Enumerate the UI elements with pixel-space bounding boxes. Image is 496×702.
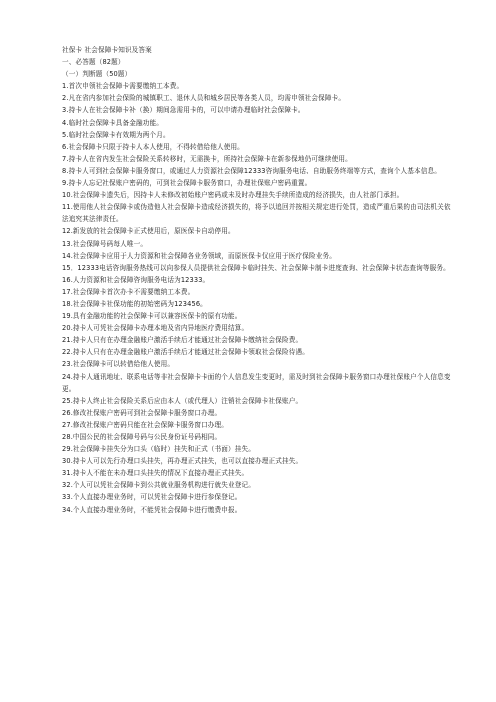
question-item: 22.持卡人只有在办理金融账户激活手续后才能通过社会保障卡领取社会保险待遇。 — [62, 348, 309, 357]
question-item: 8.持卡人可到社会保障卡服务窗口，或通过人力资源社会保障12333咨询服务电话、自助服务终端等方式，查询个人基本信息。 — [62, 166, 441, 175]
question-item: 19.具有金融功能的社会保障卡可以兼容医保卡的原有功能。 — [62, 312, 242, 321]
question-item: 2.凡在省内参加社会保险的城镇职工、退休人员和城乡居民等各类人员，均需申领社会保障卡。 — [62, 94, 346, 103]
question-list — [62, 80, 452, 515]
question-item: 13.社会保障号码每人唯一。 — [62, 239, 148, 248]
question-item: 29.社会保障卡挂失分为口头（临时）挂失和正式（书面）挂失。 — [62, 445, 256, 454]
question-item: 10.社会保障卡遗失后，因持卡人未修改初始账户密码或未及时办理挂失手续所造成的经济损失，由人社部门承担。 — [62, 191, 404, 200]
question-item: 12.新发放的社会保障卡正式使用后，原医保卡自动停用。 — [62, 227, 235, 236]
question-item: 34.个人直接办理业务时，不能凭社会保障卡进行缴费申报。 — [62, 505, 242, 514]
question-item: 5.临时社会保障卡有效期为两个月。 — [62, 130, 170, 139]
question-item: 7.持卡人在省内发生社会保险关系转移时，无需换卡，所持社会保障卡在新参保地仍可继续使用。 — [62, 154, 352, 163]
question-item: 3.持卡人在社会保障卡补（换）期间急需用卡的，可以申请办理临时社会保障卡。 — [62, 106, 305, 115]
question-item: 20.持卡人可凭社会保障卡办理本地及省内异地医疗费用结算。 — [62, 324, 249, 333]
question-item: 18.社会保障卡社保功能的初始密码为123456。 — [62, 299, 207, 308]
section-heading: 一、必答题（82题） — [62, 58, 125, 67]
question-item: 30.持卡人可以先行办理口头挂失，再办理正式挂失，也可以直接办理正式挂失。 — [62, 457, 303, 466]
question-item: 23.社会保障卡可以转借给他人使用。 — [62, 360, 175, 369]
question-item: 6.社会保障卡只限于持卡人本人使用，不得转借给他人使用。 — [62, 142, 244, 151]
question-item: 21.持卡人只有在办理金融账户激活手续后才能通过社会保障卡缴纳社会保险费。 — [62, 336, 303, 345]
question-item: 31.持卡人不能在未办理口头挂失的情况下直接办理正式挂失。 — [62, 469, 249, 478]
document-page — [62, 44, 452, 516]
document-title: 社保卡 社会保障卡知识及答案 — [62, 46, 152, 54]
question-item: 1.首次申领社会保障卡需要缴纳工本费。 — [62, 82, 184, 91]
question-item: 28.中国公民的社会保障号码与公民身份证号码相同。 — [62, 433, 222, 441]
question-item: 24.持卡人通讯地址、联系电话等非社会保障卡卡面的个人信息发生变更时，需及时到社会保障卡服务窗口办理社保账户个人信息变更。 — [62, 372, 451, 393]
question-item: 17.社会保障卡首次办卡不需要缴纳工本费。 — [62, 287, 195, 296]
subsection-heading: （一）判断题（50题） — [62, 70, 132, 79]
question-item: 27.修改社保账户密码只能在社会保障卡服务窗口办理。 — [62, 420, 229, 429]
question-item: 9.持卡人忘记社保账户密码的，可到社会保障卡服务窗口，办理社保账户密码重置。 — [62, 179, 312, 188]
question-item: 26.修改社保账户密码可到社会保障卡服务窗口办理。 — [62, 408, 222, 417]
question-item: 33.个人直接办理业务时，可以凭社会保障卡进行参保登记。 — [62, 493, 242, 502]
question-item: 16.人力资源和社会保障咨询服务电话为12333。 — [62, 275, 210, 284]
question-item: 32.个人可以凭社会保障卡到公共就业服务机构进行就失业登记。 — [62, 481, 256, 490]
question-item: 25.持卡人终止社会保险关系后应由本人（或代理人）注销社会保障卡社保账户。 — [62, 396, 303, 405]
question-item: 14.社会保障卡应用于人力资源和社会保障各业务领域，而原医保卡仅应用于医疗保险业务。 — [62, 251, 336, 260]
question-item: 11.使用他人社会保障卡或伪造他人社会保障卡造成经济损失的，将予以追回并按相关规定进行处罚，造成严重后果的由司法机关依法追究其法律责任。 — [62, 203, 451, 224]
question-item: 4.临时社会保障卡具备金融功能。 — [62, 118, 164, 127]
question-item: 15．12333电话咨询服务热线可以向参保人员提供社会保障卡临时挂失、社会保障卡制卡进度查询、社会保障卡状态查询等服务。 — [62, 263, 450, 272]
